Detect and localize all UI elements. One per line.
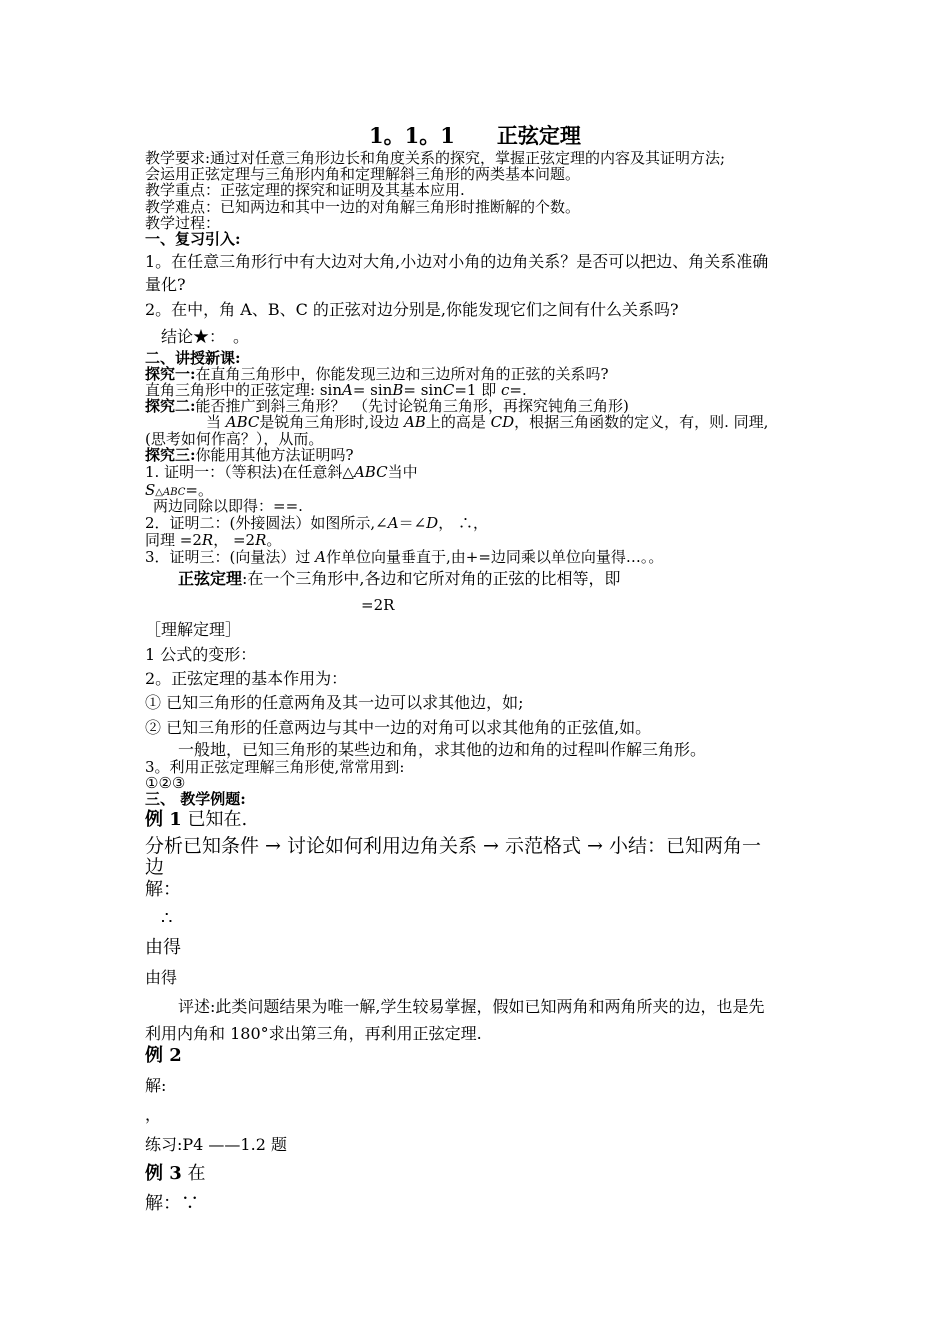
proof-3-point-a: A bbox=[315, 548, 327, 566]
solution-label-3: 解：∵ bbox=[145, 1193, 199, 1214]
example-1 bbox=[145, 810, 247, 831]
exploration-2-text: 能否推广到斜三角形？ （先讨论锐角三角形，再探究钝角三角形) bbox=[195, 397, 629, 415]
sine-theorem-label: 正弦定理 bbox=[178, 569, 243, 588]
radius-r-var-1: R bbox=[201, 531, 214, 549]
comment-line-2: 利用内角和 180°求出第三角，再利用正弦定理. bbox=[145, 1024, 482, 1043]
section-2-heading: 二、讲授新课: bbox=[145, 349, 241, 367]
youde-line-2: 由得 bbox=[145, 968, 178, 987]
teaching-requirement-line-1: 教学要求:通过对任意三角形边长和角度关系的探究，掌握正弦定理的内容及其证明方法; bbox=[145, 149, 726, 167]
review-question-1-line-1: 1。在任意三角形行中有大边对大角,小边对小角的边角关系？是否可以把边、角关系准确 bbox=[145, 252, 769, 271]
height-cd-var: CD bbox=[490, 413, 515, 431]
triangle-abc-var: ABC bbox=[225, 413, 260, 431]
proof-1-text-b: 当中 bbox=[387, 463, 418, 481]
review-question-2: 2。在中，角 A、B、C 的正弦对边分别是,你能发现它们之间有什么关系吗? bbox=[145, 300, 679, 319]
circled-numbers: ①②③ bbox=[145, 774, 186, 792]
youde-line-1: 由得 bbox=[145, 937, 181, 958]
sine-theorem-text: :在一个三角形中,各边和它所对角的正弦的比相等，即 bbox=[242, 569, 621, 588]
similar-text-b: ， =2 bbox=[213, 531, 256, 549]
analysis-line-2: 边 bbox=[145, 856, 165, 878]
exploration-1-text: 在直角三角形中，你能发现三边和三边所对角的正弦的关系吗? bbox=[195, 365, 609, 383]
area-subscript: △ABC bbox=[155, 487, 186, 498]
proof-1 bbox=[145, 464, 418, 481]
exploration-3-label: 探究三: bbox=[145, 446, 196, 464]
example-1-text: 已知在. bbox=[187, 809, 248, 830]
usage-with-sine-law: 3。利用正弦定理解三角形使,常常用到: bbox=[145, 758, 405, 776]
basic-function-1: ① 已知三角形的任意两角及其一边可以求其他边，如; bbox=[145, 693, 524, 712]
area-rest: =。 bbox=[185, 481, 213, 499]
formula-variants: 1 公式的变形： bbox=[145, 645, 257, 664]
sine-theorem-statement bbox=[178, 570, 621, 588]
basic-function-2: ② 已知三角形的任意两边与其中一边的对角可以求其他角的正弦值,如。 bbox=[145, 718, 652, 737]
understand-theorem-heading: ［理解定理］ bbox=[145, 620, 242, 639]
section-3-heading: 三、 教学例题: bbox=[145, 790, 246, 808]
right-text-a: 直角三角形中的正弦定理: sin bbox=[145, 381, 342, 399]
think-line: (思考如何作高？），从而。 bbox=[145, 430, 324, 448]
teaching-requirement-line-2: 会运用正弦定理与三角形内角和定理解斜三角形的两类基本问题。 bbox=[145, 165, 581, 183]
acute-triangle-case bbox=[206, 414, 768, 431]
solution-label-1: 解： bbox=[145, 879, 181, 900]
practice-line: 练习:P4 ——1.2 题 bbox=[145, 1135, 287, 1154]
radius-r-var-2: R bbox=[255, 531, 267, 549]
solving-triangle-definition: 一般地，已知三角形的某些边和角，求其他的边和角的过程叫作解三角形。 bbox=[178, 740, 707, 759]
section-1-heading: 一、复习引入: bbox=[145, 230, 241, 248]
conclusion-line: 结论★： 。 bbox=[161, 327, 250, 346]
angle-c-var: C bbox=[442, 381, 455, 399]
acute-text-a: 当 bbox=[206, 413, 226, 431]
proof-3-text-a: 3．证明三：(向量法）过 bbox=[145, 548, 316, 566]
example-1-label: 例 1 bbox=[145, 809, 182, 830]
right-text-e: =. bbox=[509, 381, 527, 399]
similar-text-a: 同理 =2 bbox=[145, 531, 202, 549]
exploration-2-label: 探究二: bbox=[145, 397, 196, 415]
right-text-b: = sin bbox=[352, 381, 393, 399]
proof-2-text-c: ， ∴， bbox=[438, 514, 488, 532]
proof-2 bbox=[145, 515, 488, 532]
proof-3 bbox=[145, 549, 663, 566]
page-title: 1。1。1 正弦定理 bbox=[369, 123, 581, 148]
proof-2-text-a: 2．证明二：(外接圆法）如图所示,∠ bbox=[145, 514, 388, 532]
acute-text-c: 上的高是 bbox=[425, 413, 491, 431]
acute-text-b: 是锐角三角形时,设边 bbox=[259, 413, 404, 431]
right-text-d: =1 即 bbox=[454, 381, 501, 399]
analysis-line-1: 分析已知条件 → 讨论如何利用边角关系 → 示范格式 → 小结：已知两角一 bbox=[145, 835, 761, 857]
proof-2-angle-a: A bbox=[387, 514, 399, 532]
side-ab-var: AB bbox=[403, 413, 426, 431]
therefore-symbol: ∴ bbox=[161, 908, 173, 929]
angle-b-var: B bbox=[392, 381, 404, 399]
exploration-3 bbox=[145, 447, 354, 464]
teaching-key-point: 教学重点：正弦定理的探究和证明及其基本应用. bbox=[145, 181, 465, 199]
proof-1-triangle-var: ABC bbox=[353, 463, 388, 481]
comma-line: ， bbox=[145, 1105, 162, 1124]
side-c-var: c bbox=[501, 381, 510, 399]
divide-both-sides: 两边同除以即得：==. bbox=[153, 497, 303, 515]
proof-1-text-a: 1. 证明一：（等积法)在任意斜△ bbox=[145, 463, 354, 481]
example-2-label: 例 2 bbox=[145, 1045, 182, 1066]
exploration-3-text: 你能用其他方法证明吗? bbox=[195, 446, 354, 464]
solution-label-2: 解: bbox=[145, 1076, 167, 1095]
right-text-c: = sin bbox=[403, 381, 443, 399]
example-3 bbox=[145, 1164, 206, 1185]
sine-theorem-formula: =2R bbox=[361, 596, 395, 614]
comment-line-1: 评述:此类问题结果为唯一解,学生较易掌握，假如已知两角和两角所夹的边，也是先 bbox=[178, 997, 765, 1016]
exploration-1-label: 探究一: bbox=[145, 365, 196, 383]
acute-text-d: ，根据三角函数的定义，有，则. 同理, bbox=[514, 413, 769, 431]
proof-3-text-b: 作单位向量垂直于,由+=边同乘以单位向量得…。。 bbox=[326, 548, 664, 566]
example-3-label: 例 3 bbox=[145, 1163, 182, 1184]
proof-2-similar bbox=[145, 532, 281, 549]
area-s-var: S bbox=[145, 481, 156, 499]
teaching-process-label: 教学过程： bbox=[145, 214, 221, 232]
teaching-difficulty: 教学难点：已知两边和其中一边的对角解三角形时推断解的个数。 bbox=[145, 198, 581, 216]
proof-2-text-b: ＝∠ bbox=[398, 514, 427, 532]
basic-functions: 2。正弦定理的基本作用为： bbox=[145, 669, 348, 688]
angle-a-var: A bbox=[341, 381, 353, 399]
example-3-text: 在 bbox=[187, 1163, 206, 1184]
proof-2-angle-d: D bbox=[426, 514, 439, 532]
similar-text-c: 。 bbox=[266, 531, 282, 549]
review-question-1-line-2: 量化? bbox=[145, 275, 186, 294]
